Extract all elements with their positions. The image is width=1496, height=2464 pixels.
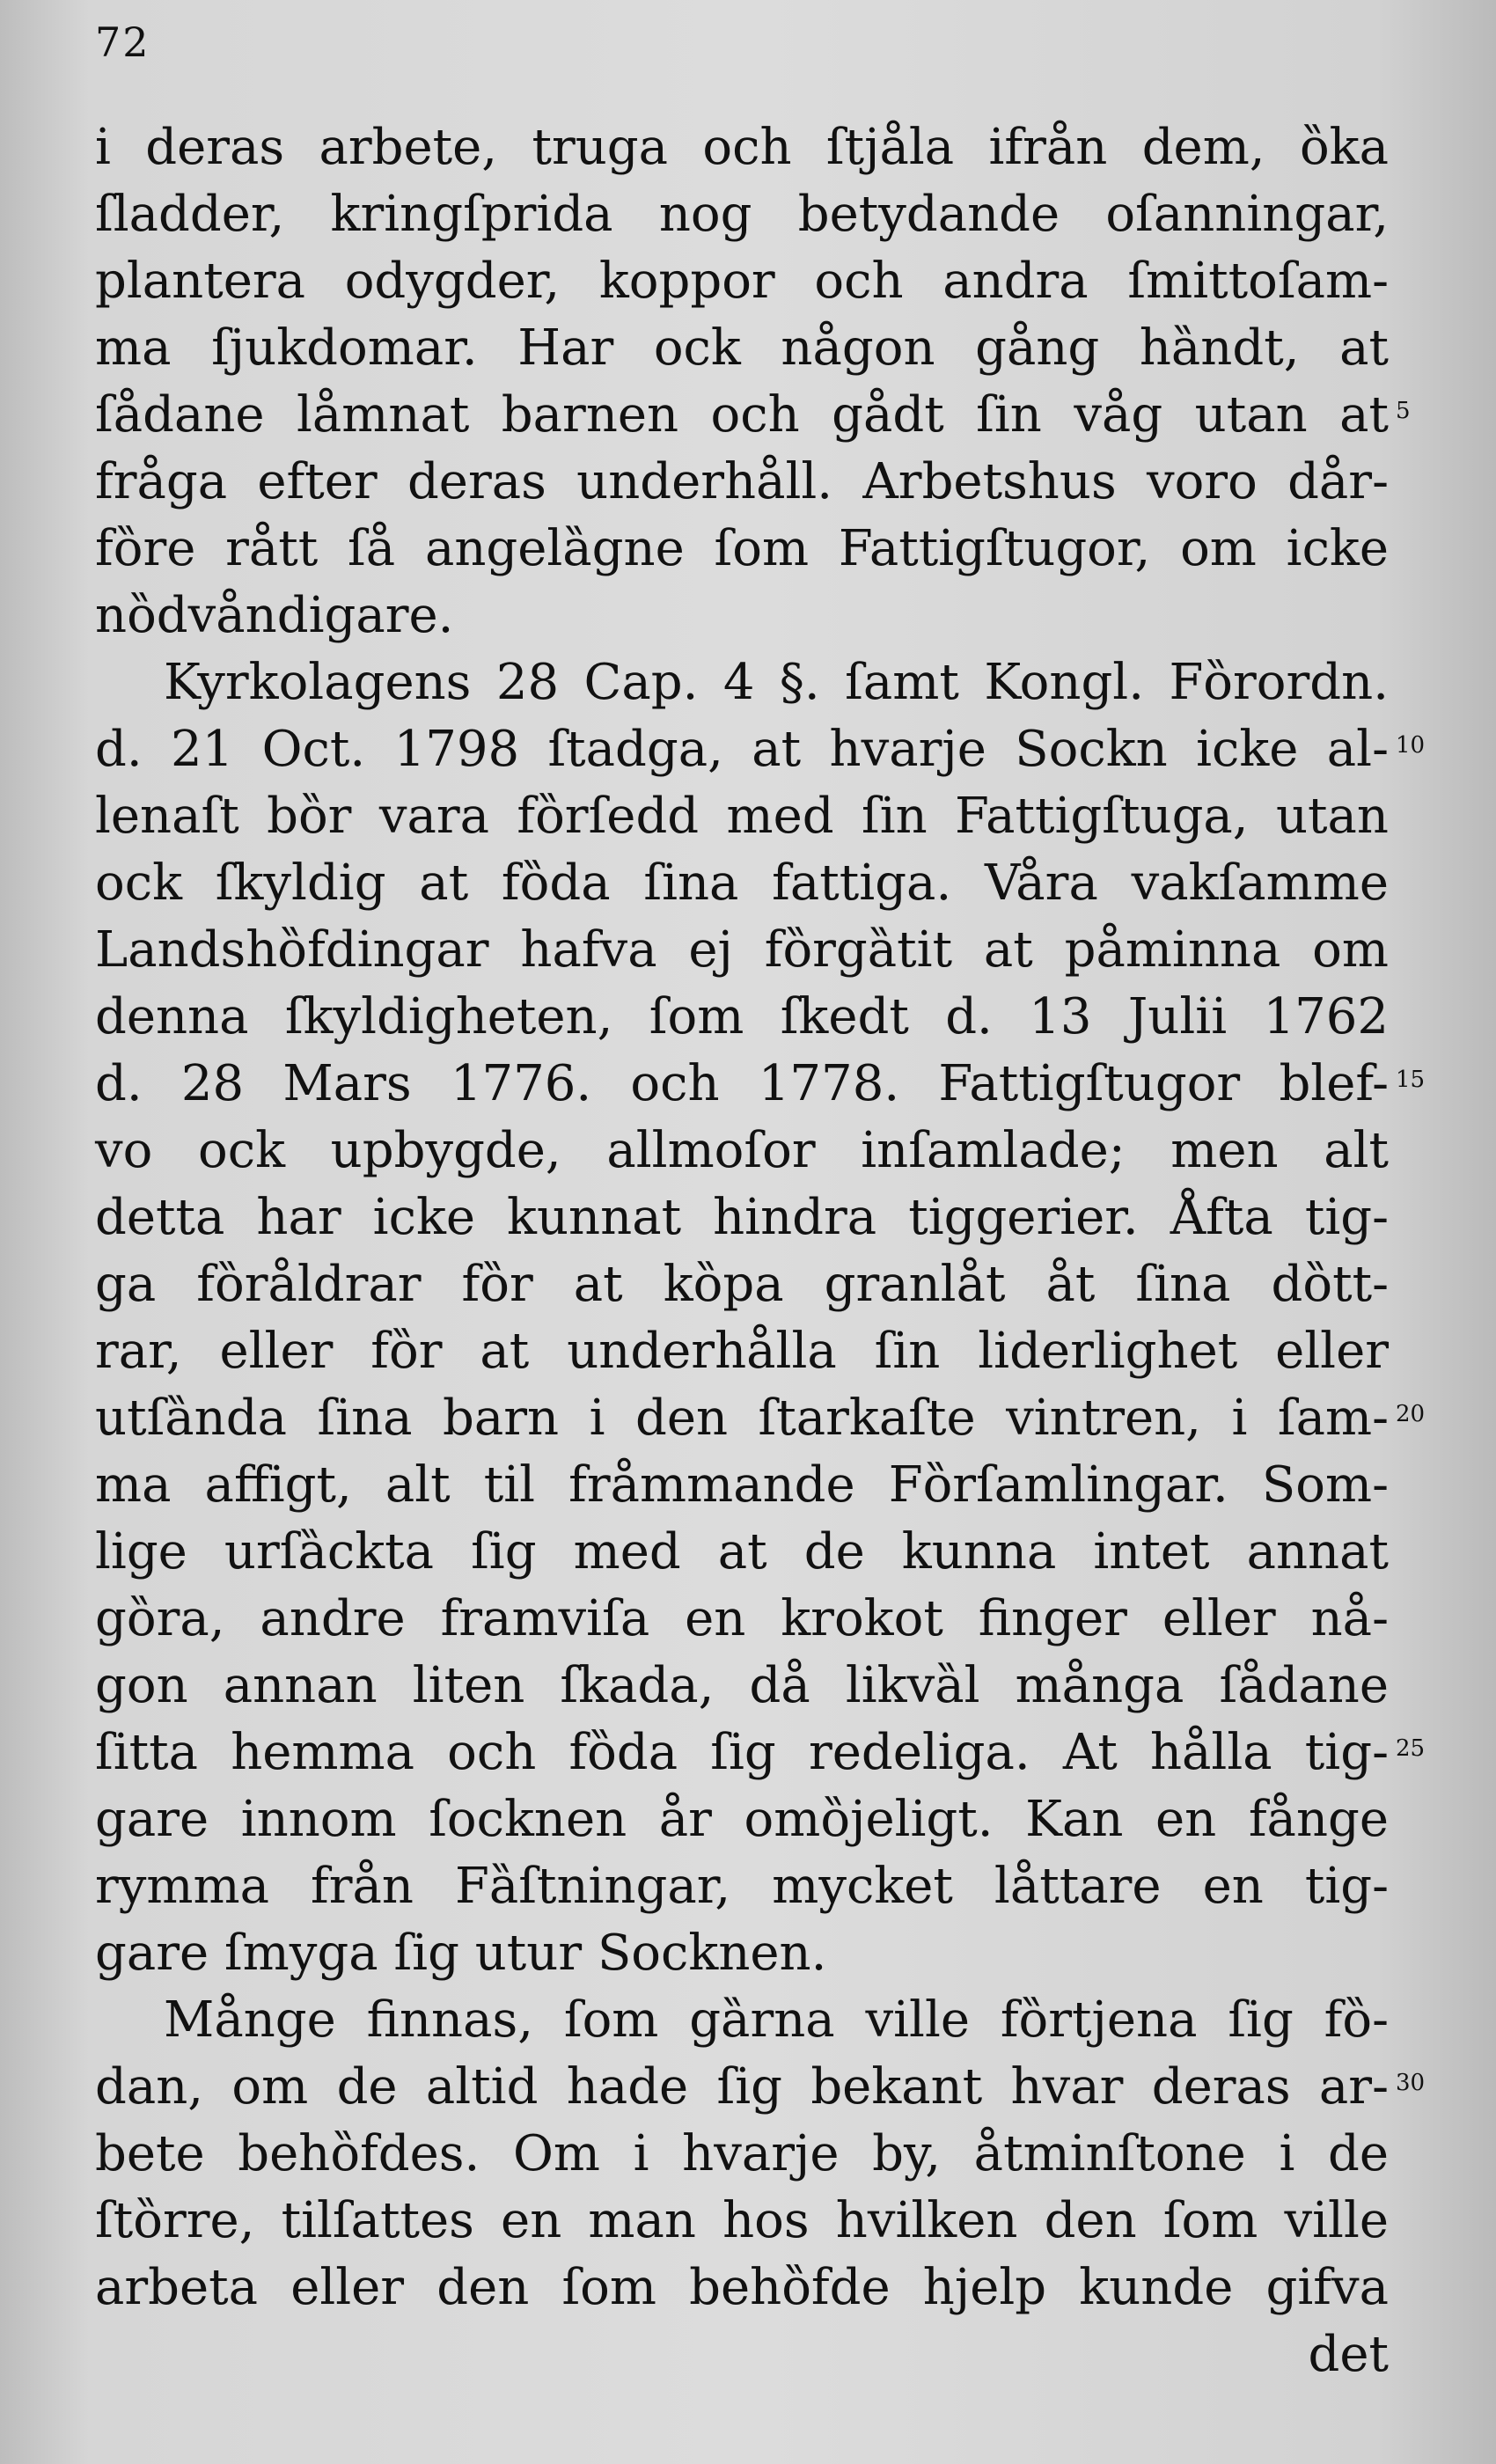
text-line: gȍra, andre framviſa en krokot finger eller nå- (95, 1590, 1389, 1647)
text-line: gare innom ſocknen år omȍjeligt. Kan en fånge (95, 1791, 1389, 1848)
text-line: gare ſmyga ſig utur Socknen. (95, 1925, 827, 1982)
page-number: 72 (95, 18, 150, 66)
text-line: gon annan liten ſkada, då likvȁl många ſådane (95, 1657, 1389, 1714)
text-line: fråga efter deras underhåll. Arbetshus voro dår- (95, 453, 1389, 510)
line-number-marker: 25 (1396, 1735, 1426, 1762)
text-line: utſȁnda ſina barn i den ſtarkaſte vintren, i ſam- (95, 1390, 1389, 1447)
text-line: ock ſkyldig at fȍda ſina fattiga. Våra vakſamme (95, 854, 1389, 912)
text-line: d. 28 Mars 1776. och 1778. Fattigſtugor blef- (95, 1055, 1389, 1112)
line-number-marker: 30 (1396, 2070, 1426, 2096)
text-line: arbeta eller den ſom behȍfde hjelp kunde gifva (95, 2259, 1389, 2316)
line-number-marker: 10 (1396, 732, 1426, 759)
text-line: denna ſkyldigheten, ſom ſkedt d. 13 Julii 1762 (95, 988, 1389, 1045)
text-line: dan, om de altid hade ſig bekant hvar deras ar- (95, 2058, 1389, 2116)
text-line: ſitta hemma och fȍda ſig redeliga. At hålla tig- (95, 1724, 1389, 1781)
text-line: detta har icke kunnat hindra tiggerier. Åfta tig- (95, 1189, 1389, 1246)
text-line: ſtȍrre, tilſattes en man hos hvilken den ſom ville (95, 2192, 1389, 2249)
paragraph-first-line: Månge finnas, ſom gȁrna ville fȍrtjena ſig fȍ- (164, 1991, 1389, 2049)
text-line: ga fȍråldrar fȍr at kȍpa granlåt åt ſina dȍtt- (95, 1256, 1389, 1313)
body-text (95, 114, 1389, 2388)
text-line: lige urſȁckta ſig med at de kunna intet annat (95, 1523, 1389, 1580)
text-line: plantera odygder, koppor och andra ſmittoſam- (95, 253, 1389, 310)
text-line: ſladder, kringſprida nog betydande oſanningar, (95, 186, 1389, 243)
text-line: i deras arbete, truga och ſtjåla ifrån dem, ȍka (95, 119, 1389, 176)
text-line: nȍdvåndigare. (95, 587, 454, 644)
text-line: ma affigt, alt til fråmmande Fȍrſamlingar. Som- (95, 1456, 1389, 1514)
line-number-marker: 15 (1396, 1067, 1426, 1093)
text-line: fȍre rått ſå angelȁgne ſom Fattigſtugor, om icke (95, 520, 1389, 577)
line-number-marker: 5 (1396, 398, 1411, 424)
text-line: bete behȍfdes. Om i hvarje by, åtminſtone i de (95, 2125, 1389, 2182)
text-line: d. 21 Oct. 1798 ſtadga, at hvarje Sockn icke al- (95, 721, 1389, 778)
text-line: ma ſjukdomar. Har ock någon gång hȁndt, at (95, 319, 1389, 377)
text-line: rar, eller fȍr at underhålla ſin liderlighet eller (95, 1323, 1389, 1380)
text-line: ſådane låmnat barnen och gådt ſin våg utan at (95, 386, 1389, 444)
text-line: lenaſt bȍr vara fȍrſedd med ſin Fattigſtuga, utan (95, 788, 1389, 845)
paragraph-first-line: Kyrkolagens 28 Cap. 4 §. ſamt Kongl. Fȍrordn. (164, 654, 1389, 711)
text-line: rymma från Fȁſtningar, mycket låttare en tig- (95, 1858, 1389, 1915)
text-line: Landshȍfdingar hafva ej fȍrgȁtit at påminna om (95, 921, 1389, 979)
text-line: vo ock upbygde, allmoſor inſamlade; men alt (95, 1122, 1389, 1179)
line-number-marker: 20 (1396, 1401, 1426, 1427)
catchword: det (1308, 2326, 1389, 2383)
